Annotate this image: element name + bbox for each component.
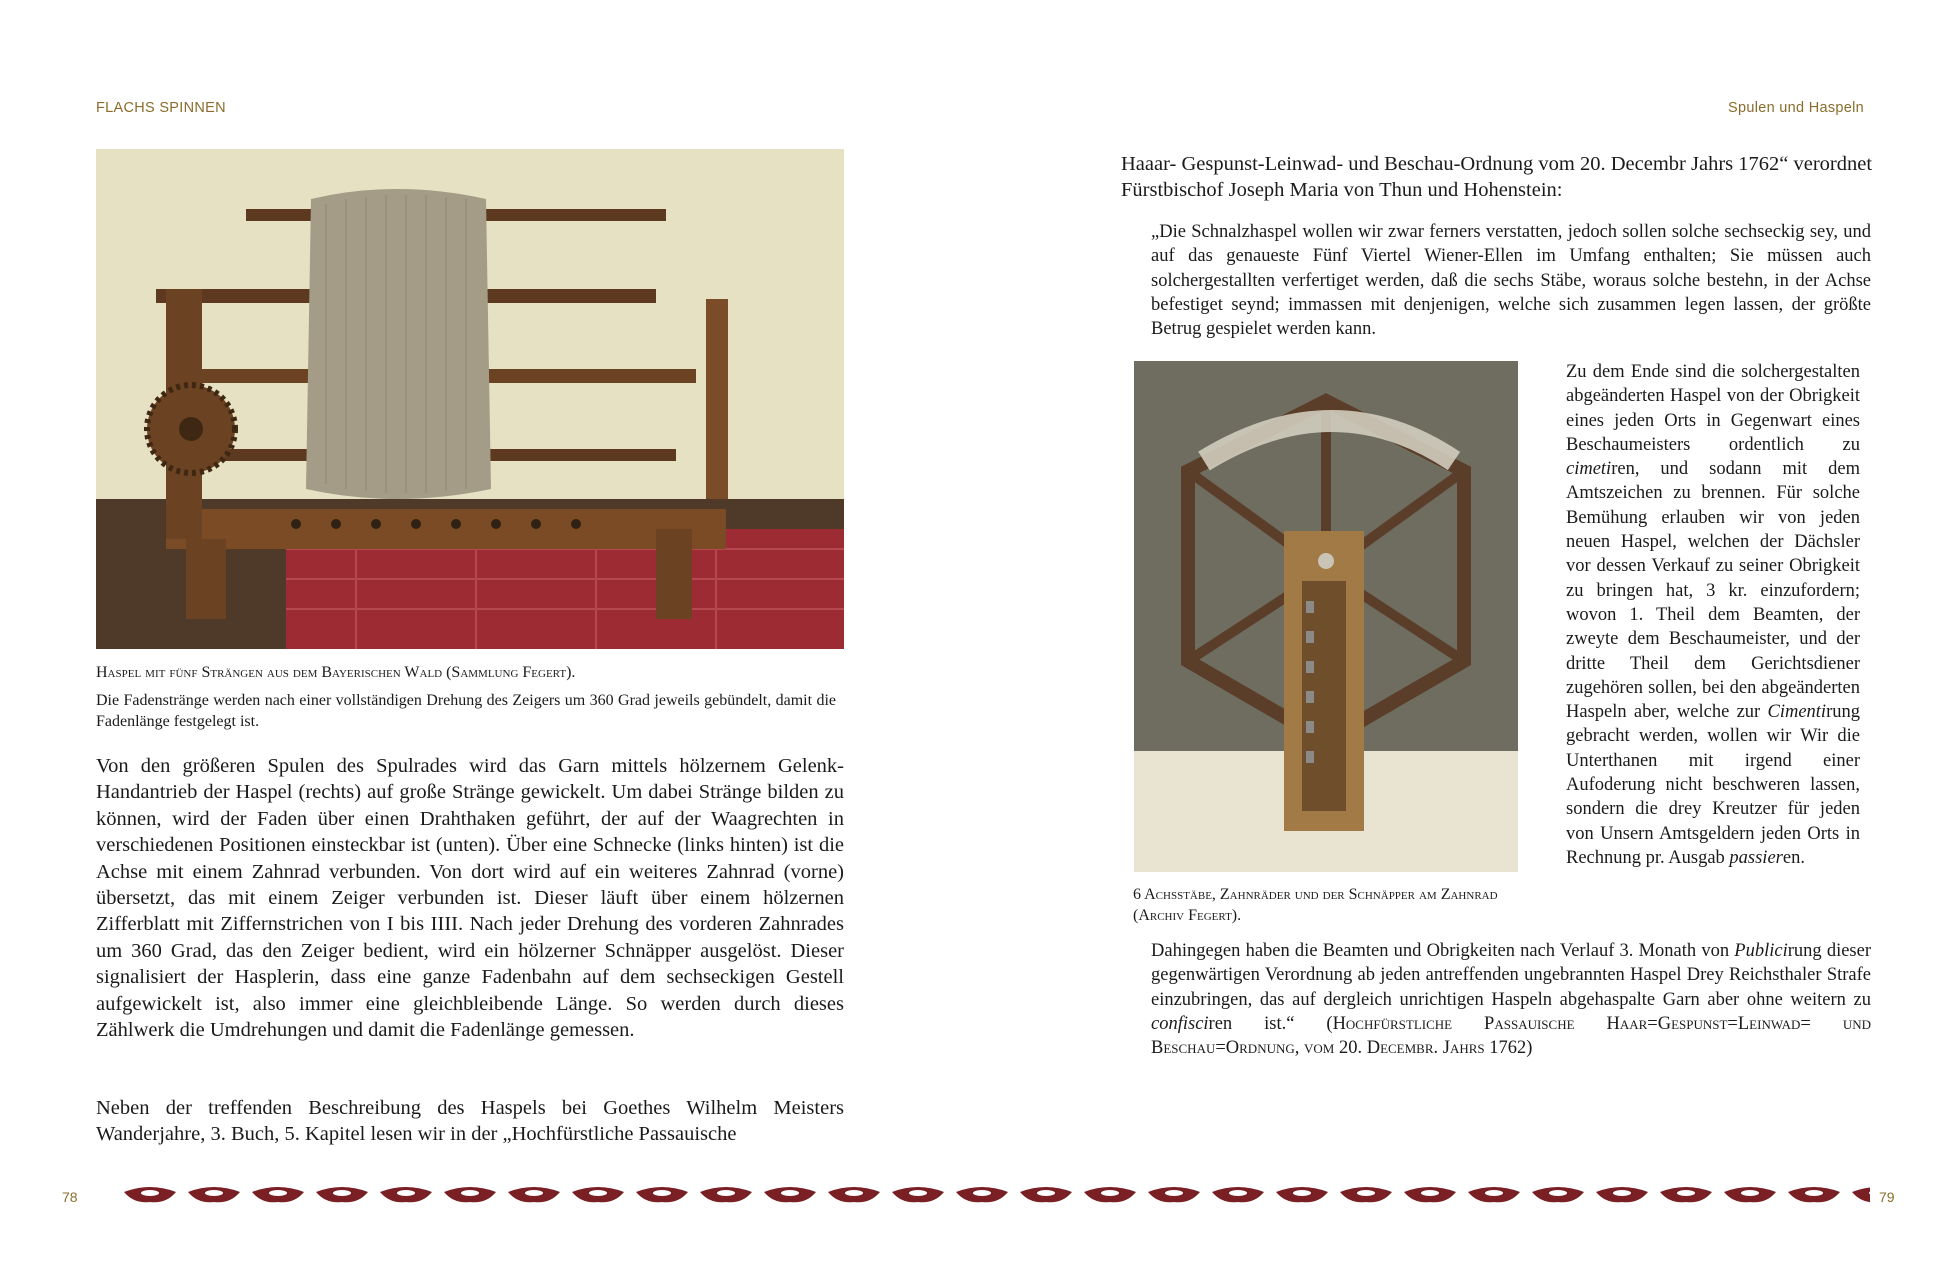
- page-number-left: 78: [62, 1189, 78, 1205]
- ornament-motif-inner: [1165, 1190, 1183, 1196]
- ornament-motif-inner: [589, 1190, 607, 1196]
- ornament-motif-inner: [1677, 1190, 1695, 1196]
- ornament-motif-inner: [205, 1190, 223, 1196]
- ornament-motif-inner: [525, 1190, 543, 1196]
- ornament-motif-inner: [1293, 1190, 1311, 1196]
- haspel-photo: [96, 149, 844, 649]
- intro-text: Haaar- Gespunst-Leinwad- und Beschau-Ordnung vom 20. Decembr Jahrs 1762“ verordnet Fürstbischof Joseph Maria von Thun und Hohenstein:: [1121, 153, 1873, 201]
- ornamental-border: [120, 1184, 1870, 1206]
- ornament-motif-inner: [1229, 1190, 1247, 1196]
- running-head-left: FLACHS SPINNEN: [96, 100, 226, 116]
- ornament-motif-inner: [461, 1190, 479, 1196]
- body-paragraph: Von den größeren Spulen des Spulrades wird das Garn mittels hölzernem Gelenk-Handantrieb der Haspel (rechts) auf große Stränge gewickelt. Um dabei Stränge bilden zu können, wird der Faden über einen Drahthaken geführt, der auf der Waagrechten in verschiedenen Positionen einsteckbar ist (unten). Über eine Schnecke (links hinten) ist die Achse mit einem Zahnrad verbunden. Von dort wird auf ein weiteres Zahnrad (vorne) übersetzt, das mit einem Zeiger verbunden ist. Dieser läuft über einem hölzernen Zifferblatt mit Ziffernstrichen von I bis IIII. Nach jeder Drehung des vorderen Zahnrades um 360 Grad, das den Zeiger bedient, wird ein hölzerner Schnäpper ausgelöst. Dieser signalisiert der Hasplerin, dass eine ganze Fadenbahn auf dem sechseckigen Gestell aufgewickelt ist, also immer eine gleichbleibende Länge. So werden durch dieses Zählwerk die Umdrehungen und damit die Fadenlänge gemessen.: [96, 755, 844, 1042]
- ornament-motif-inner: [1037, 1190, 1055, 1196]
- page-number-right: 79: [1879, 1189, 1895, 1205]
- ornament-motif-inner: [333, 1190, 351, 1196]
- running-head-right: Spulen und Haspeln: [1728, 100, 1864, 116]
- ornament-motif-inner: [909, 1190, 927, 1196]
- haspel-illustration: [96, 149, 844, 649]
- ornament-motif-inner: [1101, 1190, 1119, 1196]
- figure-caption-right: 6 Achsstäbe, Zahnräder und der Schnäpper am Zahnrad (Archiv Fegert).: [1133, 886, 1498, 924]
- ornament-motif-inner: [269, 1190, 287, 1196]
- ornament-motif-inner: [141, 1190, 159, 1196]
- zahnrad-photo: [1134, 361, 1518, 872]
- ornament-motif-inner: [717, 1190, 735, 1196]
- ornament-motif-inner: [1485, 1190, 1503, 1196]
- quote-paragraph-beside-figure: Zu dem Ende sind die solchergestalten abgeänderten Haspel von der Obrigkeit eines jeden Orts in Gegenwart eines Beschaumeisters ordentlich zu cimetiren, und sodann mit dem Amtszeichen zu brennen. Für solche Bemühung erlauben wir von jeden neuen Haspel, welchen der Dächsler vor dessen Verkauf zu seiner Obrigkeit zu bringen hat, 3 kr. einzufordern; wovon 1. Theil dem Beamten, der zweyte dem Beschaumeister, und der dritte Theil dem Gerichtsdiener zugehören sollen, bei den abgeänderten Haspeln aber, welche zur Cimentirung gebracht werden, wollen wir Wir die Unterthanen mit irgend einer Aufoderung nicht beschweren lassen, sondern die drey Kreutzer für jeden von Unsern Amtsgeldern jeden Orts in Rechnung pr. Ausgab passieren.: [1566, 362, 1860, 868]
- ornament-motif-inner: [973, 1190, 991, 1196]
- body-paragraph: Neben der treffenden Beschreibung des Haspels bei Goethes Wilhelm Meisters Wanderjahre, 3. Buch, 5. Kapitel lesen wir in der „Hochfürstliche Passauische: [96, 1097, 844, 1146]
- quote-paragraph: „Die Schnalzhaspel wollen wir zwar ferners verstatten, jedoch sollen solche sechseckig sey, und auf das genaueste Fünf Viertel Wiener-Ellen im Umfang enthalten; Sie müssen auch solchergestallten verfertiget werden, daß die sechs Stäbe, woraus solche bestehn, in der Achse befestiget seynd; immassen mit denjenigen, welche sich zusammen legen lassen, der größte Betrug gespielet werden kann.: [1151, 222, 1871, 340]
- ornament-motif-inner: [1357, 1190, 1375, 1196]
- ornament-motif-inner: [397, 1190, 415, 1196]
- figure-caption-title: Haspel mit fünf Strängen aus dem Bayerischen Wald (Sammlung Fegert).: [96, 664, 576, 681]
- ornament-motif-inner: [1613, 1190, 1631, 1196]
- figure-caption-text: Die Fadenstränge werden nach einer vollständigen Drehung des Zeigers um 360 Grad jeweils gebündelt, damit die Fadenlänge festgelegt ist.: [96, 692, 836, 730]
- ornament-motif: [1852, 1187, 1870, 1202]
- ornament-motif-inner: [1741, 1190, 1759, 1196]
- ornament-motif-inner: [1421, 1190, 1439, 1196]
- ornament-motif-inner: [653, 1190, 671, 1196]
- ornament-motif-inner: [1549, 1190, 1567, 1196]
- ornament-motif-inner: [845, 1190, 863, 1196]
- ornament-motif-inner: [1805, 1190, 1823, 1196]
- quote-paragraph-final: Dahingegen haben die Beamten und Obrigkeiten nach Verlauf 3. Monath von Publicirung dieser gegenwärtigen Verordnung ab jeden antreffenden ungebrannten Haspel Drey Reichsthaler Strafe einzubringen, das auf dergleich unrichtigen Haspeln abgehaspalte Garn aber ohne weitern zu confisciren ist.“ (Hochfürstliche Passauische Haar=Gespunst=Leinwad= und Beschau=Ordnung, vom 20. Decembr. Jahrs 1762): [1151, 941, 1871, 1059]
- ornament-motif-inner: [781, 1190, 799, 1196]
- zahnrad-illustration: [1134, 361, 1518, 872]
